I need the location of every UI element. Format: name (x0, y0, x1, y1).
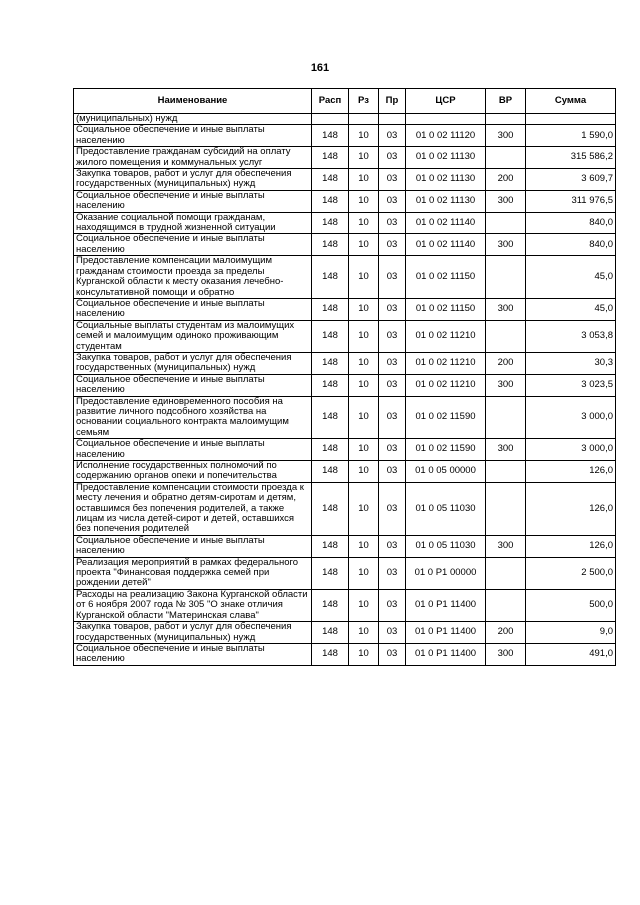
row-sum: 1 590,0 (526, 125, 616, 147)
row-sum: 45,0 (526, 256, 616, 299)
row-csr: 01 0 02 11120 (406, 125, 486, 147)
row-sum: 3 000,0 (526, 439, 616, 461)
row-rz: 10 (349, 352, 379, 374)
table-row (74, 212, 616, 234)
row-sum: 30,3 (526, 352, 616, 374)
row-rasp: 148 (312, 320, 349, 352)
header-vr: ВР (486, 89, 526, 114)
row-pr: 03 (379, 374, 406, 396)
row-rasp: 148 (312, 461, 349, 483)
table-row (74, 589, 616, 621)
row-rz: 10 (349, 190, 379, 212)
row-vr (486, 557, 526, 589)
header-pr: Пр (379, 89, 406, 114)
row-rasp: 148 (312, 557, 349, 589)
row-rz: 10 (349, 643, 379, 665)
header-sum: Сумма (526, 89, 616, 114)
row-csr: 01 0 05 11030 (406, 482, 486, 535)
row-rasp: 148 (312, 234, 349, 256)
row-rz: 10 (349, 298, 379, 320)
row-rasp: 148 (312, 190, 349, 212)
row-sum: 491,0 (526, 643, 616, 665)
row-csr: 01 0 05 00000 (406, 461, 486, 483)
table-row (74, 234, 616, 256)
row-vr: 200 (486, 622, 526, 644)
row-pr (379, 114, 406, 125)
row-rz (349, 114, 379, 125)
row-csr: 01 0 02 11210 (406, 352, 486, 374)
row-pr: 03 (379, 169, 406, 191)
row-pr: 03 (379, 320, 406, 352)
header-name: Наименование (74, 89, 312, 114)
row-sum: 3 053,8 (526, 320, 616, 352)
row-vr: 200 (486, 169, 526, 191)
row-pr: 03 (379, 352, 406, 374)
row-rz: 10 (349, 439, 379, 461)
row-sum: 126,0 (526, 482, 616, 535)
row-rz: 10 (349, 147, 379, 169)
row-rasp: 148 (312, 125, 349, 147)
row-sum: 3 000,0 (526, 396, 616, 439)
row-rasp: 148 (312, 622, 349, 644)
table-row (74, 298, 616, 320)
row-csr: 01 0 02 11140 (406, 234, 486, 256)
table-row (74, 643, 616, 665)
row-rasp: 148 (312, 169, 349, 191)
row-pr: 03 (379, 212, 406, 234)
row-rasp: 148 (312, 482, 349, 535)
row-sum: 315 586,2 (526, 147, 616, 169)
row-rasp: 148 (312, 147, 349, 169)
row-vr (486, 589, 526, 621)
row-rasp: 148 (312, 374, 349, 396)
row-name: Закупка товаров, работ и услуг для обеспечения государственных (муниципальных) нужд (74, 352, 312, 374)
row-name: Социальное обеспечение и иные выплаты населению (74, 125, 312, 147)
row-rz: 10 (349, 622, 379, 644)
row-name: (муниципальных) нужд (74, 114, 312, 125)
row-name: Закупка товаров, работ и услуг для обеспечения государственных (муниципальных) нужд (74, 169, 312, 191)
table-row (74, 622, 616, 644)
row-rz: 10 (349, 482, 379, 535)
row-vr: 300 (486, 190, 526, 212)
row-pr: 03 (379, 535, 406, 557)
table-row (74, 190, 616, 212)
row-rasp: 148 (312, 643, 349, 665)
row-pr: 03 (379, 396, 406, 439)
row-rz: 10 (349, 234, 379, 256)
table-row (74, 557, 616, 589)
row-csr: 01 0 02 11150 (406, 298, 486, 320)
row-vr (486, 147, 526, 169)
row-name: Предоставление единовременного пособия на развитие личного подсобного хозяйства на основании социального контракта малоимущим семьям (74, 396, 312, 439)
row-name: Предоставление компенсации стоимости проезда к месту лечения и обратно детям-сиротам и детям, оставшимся без попечения родителей, а также лицам из числа детей-сирот и детей, оставшихся без попечения родителей (74, 482, 312, 535)
row-pr: 03 (379, 622, 406, 644)
table-row (74, 374, 616, 396)
row-pr: 03 (379, 256, 406, 299)
row-rz: 10 (349, 125, 379, 147)
row-pr: 03 (379, 557, 406, 589)
row-sum: 840,0 (526, 234, 616, 256)
row-rz: 10 (349, 396, 379, 439)
row-rasp: 148 (312, 589, 349, 621)
table-row (74, 125, 616, 147)
table-row (74, 256, 616, 299)
row-pr: 03 (379, 461, 406, 483)
row-pr: 03 (379, 190, 406, 212)
row-sum: 2 500,0 (526, 557, 616, 589)
row-rasp: 148 (312, 439, 349, 461)
row-vr: 300 (486, 643, 526, 665)
row-csr: 01 0 05 11030 (406, 535, 486, 557)
row-csr: 01 0 P1 11400 (406, 622, 486, 644)
row-vr (486, 396, 526, 439)
row-vr (486, 461, 526, 483)
row-vr: 300 (486, 125, 526, 147)
row-pr: 03 (379, 589, 406, 621)
row-sum: 3 609,7 (526, 169, 616, 191)
row-rz: 10 (349, 557, 379, 589)
row-rasp (312, 114, 349, 125)
row-rz: 10 (349, 589, 379, 621)
row-name: Оказание социальной помощи гражданам, находящимся в трудной жизненной ситуации (74, 212, 312, 234)
row-csr: 01 0 02 11130 (406, 169, 486, 191)
row-rasp: 148 (312, 298, 349, 320)
row-rz: 10 (349, 374, 379, 396)
table-row (74, 320, 616, 352)
row-rz: 10 (349, 212, 379, 234)
row-rz: 10 (349, 535, 379, 557)
row-vr (486, 212, 526, 234)
row-rasp: 148 (312, 256, 349, 299)
row-name: Социальное обеспечение и иные выплаты населению (74, 298, 312, 320)
row-name: Социальное обеспечение и иные выплаты населению (74, 643, 312, 665)
row-sum: 840,0 (526, 212, 616, 234)
row-csr: 01 0 02 11130 (406, 190, 486, 212)
row-vr (486, 482, 526, 535)
row-name: Предоставление компенсации малоимущим гражданам стоимости проезда за пределы Курганской области к месту оказания лечебно-консультативной помощи и обратно (74, 256, 312, 299)
row-csr: 01 0 02 11130 (406, 147, 486, 169)
row-rz: 10 (349, 169, 379, 191)
row-vr (486, 256, 526, 299)
row-rasp: 148 (312, 396, 349, 439)
row-name: Социальное обеспечение и иные выплаты населению (74, 535, 312, 557)
header-rasp: Расп (312, 89, 349, 114)
table-row (74, 147, 616, 169)
row-rz: 10 (349, 320, 379, 352)
budget-table (73, 88, 616, 666)
row-sum: 311 976,5 (526, 190, 616, 212)
row-pr: 03 (379, 125, 406, 147)
table-row (74, 114, 616, 125)
row-sum: 126,0 (526, 461, 616, 483)
row-pr: 03 (379, 439, 406, 461)
row-rz: 10 (349, 461, 379, 483)
row-vr: 300 (486, 234, 526, 256)
row-rasp: 148 (312, 212, 349, 234)
row-pr: 03 (379, 482, 406, 535)
row-name: Социальное обеспечение и иные выплаты населению (74, 374, 312, 396)
row-sum: 500,0 (526, 589, 616, 621)
row-csr: 01 0 02 11150 (406, 256, 486, 299)
row-rz: 10 (349, 256, 379, 299)
row-name: Исполнение государственных полномочий по содержанию органов опеки и попечительства (74, 461, 312, 483)
row-sum: 45,0 (526, 298, 616, 320)
row-sum: 126,0 (526, 535, 616, 557)
page-number: 161 (310, 62, 330, 74)
row-sum: 3 023,5 (526, 374, 616, 396)
row-name: Социальное обеспечение и иные выплаты населению (74, 234, 312, 256)
row-csr: 01 0 02 11140 (406, 212, 486, 234)
row-csr: 01 0 P1 11400 (406, 643, 486, 665)
row-name: Закупка товаров, работ и услуг для обеспечения государственных (муниципальных) нужд (74, 622, 312, 644)
row-pr: 03 (379, 643, 406, 665)
row-vr: 300 (486, 298, 526, 320)
table-row (74, 535, 616, 557)
row-pr: 03 (379, 147, 406, 169)
row-vr: 300 (486, 374, 526, 396)
row-vr: 300 (486, 439, 526, 461)
table-row (74, 396, 616, 439)
row-pr: 03 (379, 234, 406, 256)
row-vr (486, 320, 526, 352)
row-csr: 01 0 02 11590 (406, 396, 486, 439)
header-csr: ЦСР (406, 89, 486, 114)
row-name: Предоставление гражданам субсидий на оплату жилого помещения и коммунальных услуг (74, 147, 312, 169)
header-rz: Рз (349, 89, 379, 114)
row-name: Расходы на реализацию Закона Курганской области от 6 ноября 2007 года № 305 "О знаке отличия Курганской области "Материнская слава" (74, 589, 312, 621)
row-name: Социальное обеспечение и иные выплаты населению (74, 439, 312, 461)
row-sum: 9,0 (526, 622, 616, 644)
row-vr (486, 114, 526, 125)
table-row (74, 482, 616, 535)
row-csr: 01 0 P1 11400 (406, 589, 486, 621)
row-csr: 01 0 P1 00000 (406, 557, 486, 589)
row-vr: 300 (486, 535, 526, 557)
table-row (74, 352, 616, 374)
table-row (74, 439, 616, 461)
row-name: Реализация мероприятий в рамках федерального проекта "Финансовая поддержка семей при рождении детей" (74, 557, 312, 589)
table-header-row (74, 89, 616, 114)
table-row (74, 461, 616, 483)
row-rasp: 148 (312, 535, 349, 557)
row-name: Социальные выплаты студентам из малоимущих семей и малоимущим одиноко проживающим студентам (74, 320, 312, 352)
row-sum (526, 114, 616, 125)
row-csr: 01 0 02 11210 (406, 374, 486, 396)
row-csr: 01 0 02 11210 (406, 320, 486, 352)
row-csr (406, 114, 486, 125)
row-csr: 01 0 02 11590 (406, 439, 486, 461)
row-pr: 03 (379, 298, 406, 320)
row-vr: 200 (486, 352, 526, 374)
row-name: Социальное обеспечение и иные выплаты населению (74, 190, 312, 212)
table-row (74, 169, 616, 191)
row-rasp: 148 (312, 352, 349, 374)
